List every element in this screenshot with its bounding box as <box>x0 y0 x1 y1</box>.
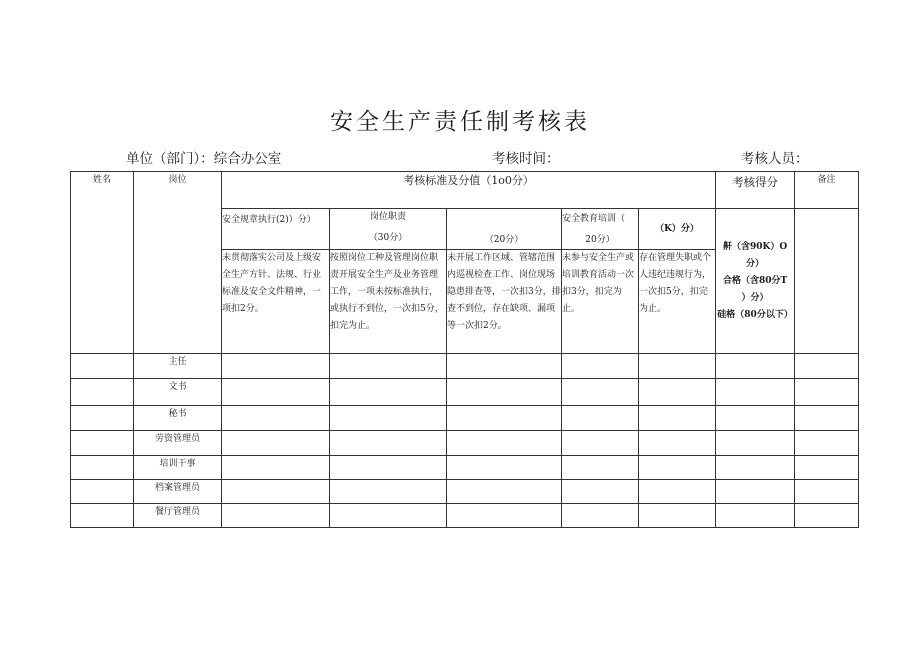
table-row <box>71 354 859 379</box>
name-cell[interactable] <box>71 379 134 406</box>
assessment-table <box>70 171 859 528</box>
table-row <box>71 379 859 406</box>
post-cell: 劳资管理员 <box>134 431 222 456</box>
unit-label: 单位（部门）：综合办公室 <box>126 151 282 167</box>
score-column-header: 考核得分 <box>716 172 795 209</box>
remark-column-header: 备注 <box>795 172 859 209</box>
name-cell[interactable] <box>71 504 134 528</box>
assessment-time-label: 考核时间： <box>492 151 560 167</box>
criterion-text-duties: 按照岗位工种及管理岗位职责开展安全生产及业务管理工作，一项未按标准执行，或执行不到位，一次扣5分，扣完为止。 <box>330 250 447 354</box>
name-cell[interactable] <box>71 456 134 480</box>
form-title: 安全生产责任制考核表 <box>330 109 590 135</box>
name-cell[interactable] <box>71 480 134 504</box>
table-row <box>71 456 859 480</box>
table-row <box>71 480 859 504</box>
remark-header-blank <box>795 209 859 354</box>
post-cell: 秘书 <box>134 406 222 431</box>
criterion-text-inspection: 未开展工作区域、管辖范围内巡视检查工作、岗位现场隐患排查等，一次扣3分，排查不到位，存在缺项、漏项等一次扣2分。 <box>447 250 562 354</box>
criterion-title-rules: 安全规章执行(2)）分） <box>222 209 330 250</box>
table-row <box>71 431 859 456</box>
post-column-header: 岗位 <box>134 172 222 354</box>
post-cell: 主任 <box>134 354 222 379</box>
name-cell[interactable] <box>71 406 134 431</box>
post-cell: 餐厅管理员 <box>134 504 222 528</box>
criterion-text-training: 未参与安全生产或培训教育活动一次扣3分，扣完为止。 <box>562 250 639 354</box>
post-cell: 档案管理员 <box>134 480 222 504</box>
grading-scale: 鼾（含90K）O 分） 合格（含80分T ）分） 硅格（80分以下） <box>716 209 795 354</box>
table-row <box>71 406 859 431</box>
assessor-label: 考核人员： <box>741 151 809 167</box>
criterion-text-rules: 未贯彻落实公司及上级安全生产方针、法规、行业标准及安全文件精神，一项扣2分。 <box>222 250 330 354</box>
criterion-text-discipline: 存在管理失职或个人违纪违规行为，一次扣5分，扣完为止。 <box>639 250 716 354</box>
post-cell: 文书 <box>134 379 222 406</box>
criterion-title-duties: 岗位职责 （30分） <box>330 209 447 250</box>
table-row <box>71 504 859 528</box>
criterion-title-inspection: （20分） <box>447 209 562 250</box>
name-cell[interactable] <box>71 354 134 379</box>
standard-column-header: 考核标准及分值（1o0分） <box>222 172 716 209</box>
post-cell: 培训干事 <box>134 456 222 480</box>
name-cell[interactable] <box>71 431 134 456</box>
name-column-header: 姓名 <box>71 172 134 354</box>
criterion-title-discipline: （K）分） <box>639 209 716 250</box>
criterion-title-training: 安全教育培训（ 20分） <box>562 209 639 250</box>
